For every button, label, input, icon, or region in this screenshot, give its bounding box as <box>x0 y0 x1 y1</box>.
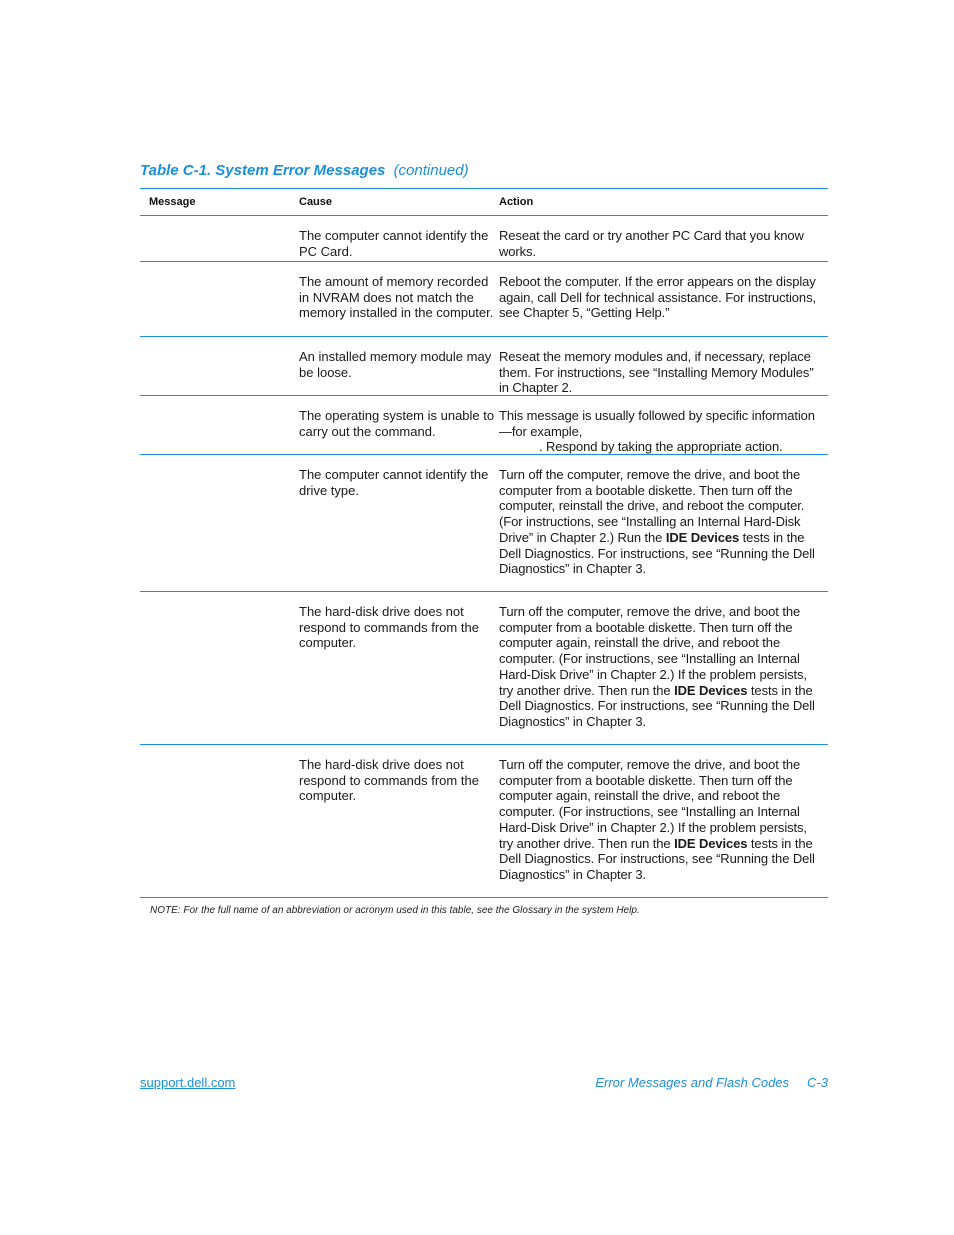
row-action-text-cont: tests in the Dell Diagnostics. For instructions, see “Running the Dell Diagnostics” in Chapter 3. <box>499 835 815 882</box>
row-action <box>499 603 828 736</box>
ide-devices-label: IDE Devices <box>674 835 748 851</box>
table-row <box>140 262 828 337</box>
table-row <box>140 745 828 898</box>
table-title <box>140 160 828 182</box>
table-row <box>140 592 828 745</box>
page-footer <box>140 1075 828 1090</box>
row-action-text: Turn off the computer, remove the drive, and boot the computer from a bootable diskette. Then turn off the computer again, reinstall the drive, and reboot the computer. (For instructions, see “Installing an Internal Hard-Disk Drive” in Chapter 2.) If the problem persists, try another drive. Then run the <box>499 757 807 851</box>
row-cause: The operating system is unable to carry out the command. <box>299 408 495 439</box>
ide-devices-label: IDE Devices <box>674 682 748 698</box>
row-cause: The computer cannot identify the PC Card. <box>299 228 489 259</box>
row-action <box>499 466 828 583</box>
row-action-text: Turn off the computer, remove the drive, and boot the computer from a bootable diskette. Then turn off the computer, reinstall the drive, and reboot the computer. (For instructions, see “Installing an Internal Hard-Disk Drive” in Chapter 2.) Run the <box>499 467 805 545</box>
row-action-text: Turn off the computer, remove the drive, and boot the computer from a bootable diskette. Then turn off the computer again, reinstall the drive, and reboot the computer. (For instructions, see “Installing an Internal Hard-Disk Drive” in Chapter 2.) If the problem persists, try another drive. Then run the <box>499 604 807 698</box>
page-number: C-3 <box>807 1075 828 1090</box>
row-action-text-cont: tests in the Dell Diagnostics. For instructions, see “Running the Dell Diagnostics” in Chapter 3. <box>499 529 815 577</box>
row-cause: The computer cannot identify the drive type. <box>299 467 489 498</box>
header-message: Message <box>149 196 196 208</box>
document-page <box>140 160 828 916</box>
row-message <box>140 756 299 889</box>
row-message <box>140 603 299 736</box>
row-action: Reseat the card or try another PC Card that you know works. <box>499 228 804 259</box>
table-title-main: Table C-1. System Error Messages <box>140 162 386 179</box>
row-message <box>140 227 299 253</box>
row-action: Reboot the computer. If the error appears on the display again, call Dell for technical assistance. For instructions, see Chapter 5, “Getting Help.” <box>499 274 816 321</box>
support-link[interactable]: support.dell.com <box>140 1075 236 1090</box>
footer-section-title: Error Messages and Flash Codes <box>595 1075 790 1090</box>
footer-right <box>595 1075 828 1090</box>
header-action: Action <box>499 196 534 208</box>
row-cause: The amount of memory recorded in NVRAM does not match the memory installed in the computer. <box>299 274 494 321</box>
table-title-continued: (continued) <box>393 162 469 179</box>
table-row <box>140 396 828 455</box>
row-message <box>140 273 299 328</box>
row-cause: An installed memory module may be loose. <box>299 349 492 380</box>
row-message <box>140 466 299 583</box>
row-message <box>140 407 299 446</box>
row-action-text-cont: tests in the Dell Diagnostics. For instructions, see “Running the Dell Diagnostics” in Chapter 3. <box>499 682 815 729</box>
row-cause: The hard-disk drive does not respond to commands from the computer. <box>299 757 479 804</box>
header-cause: Cause <box>299 196 333 208</box>
ide-devices-label: IDE Devices <box>665 529 740 545</box>
row-action <box>499 407 828 455</box>
row-action <box>499 756 828 889</box>
row-action-text-cont: . Respond by taking the appropriate action. <box>539 439 783 455</box>
table-header-row <box>140 188 828 216</box>
table-row <box>140 455 828 592</box>
row-action: Reseat the memory modules and, if necessary, replace them. For instructions, see “Installing Memory Modules” in Chapter 2. <box>499 349 814 396</box>
table-row <box>140 337 828 396</box>
table-row <box>140 216 828 262</box>
row-cause: The hard-disk drive does not respond to commands from the computer. <box>299 604 479 651</box>
row-action-text: This message is usually followed by specific information—for example, <box>499 408 815 439</box>
table-note: NOTE: For the full name of an abbreviation or acronym used in this table, see the Glossary in the system Help. <box>150 905 640 916</box>
row-message <box>140 348 299 387</box>
